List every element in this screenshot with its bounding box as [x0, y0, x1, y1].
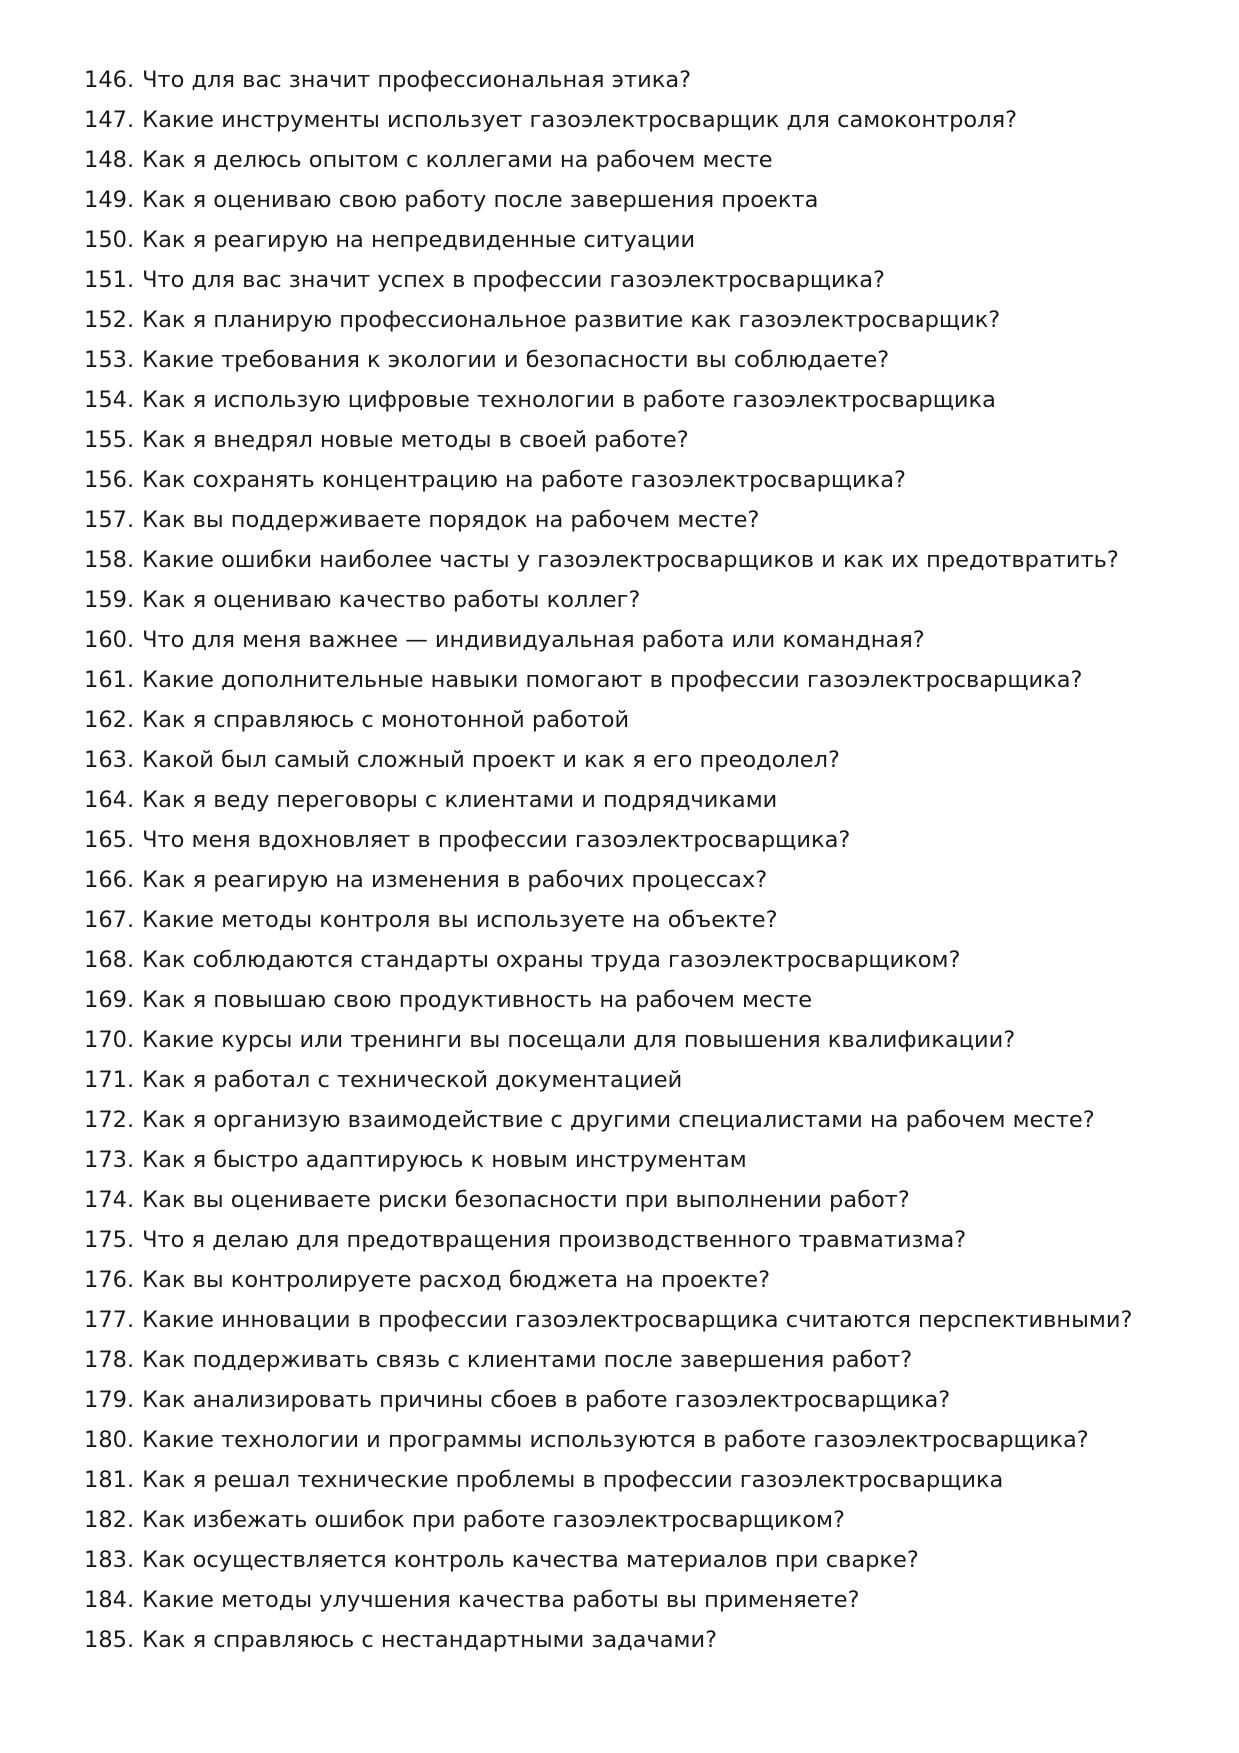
- question-number: 150.: [84, 227, 135, 253]
- question-number: 167.: [84, 907, 135, 933]
- question-number: 156.: [84, 467, 135, 493]
- list-item: [84, 1540, 1204, 1580]
- question-number: 146.: [84, 67, 135, 93]
- list-item: [84, 1180, 1204, 1220]
- question-text: Как я повышаю свою продуктивность на рабочем месте: [142, 987, 813, 1013]
- list-item: [84, 300, 1204, 340]
- list-item: [84, 980, 1204, 1020]
- question-text: Какие методы контроля вы используете на объекте?: [142, 907, 778, 933]
- list-item: [84, 1260, 1204, 1300]
- question-number: 171.: [84, 1067, 135, 1093]
- question-number: 174.: [84, 1187, 135, 1213]
- question-text: Как поддерживать связь с клиентами после завершения работ?: [142, 1347, 913, 1373]
- list-item: [84, 700, 1204, 740]
- list-item: [84, 220, 1204, 260]
- question-text: Как сохранять концентрацию на работе газоэлектросварщика?: [142, 467, 906, 493]
- question-number: 162.: [84, 707, 135, 733]
- list-item: [84, 1140, 1204, 1180]
- list-item: [84, 660, 1204, 700]
- question-number: 157.: [84, 507, 135, 533]
- question-number: 180.: [84, 1427, 135, 1453]
- list-item: [84, 860, 1204, 900]
- list-item: [84, 260, 1204, 300]
- question-number: 178.: [84, 1347, 135, 1373]
- question-text: Какие курсы или тренинги вы посещали для повышения квалификации?: [142, 1027, 1016, 1053]
- list-item: [84, 1020, 1204, 1060]
- question-text: Как я реагирую на изменения в рабочих процессах?: [142, 867, 768, 893]
- list-item: [84, 540, 1204, 580]
- question-text: Как я делюсь опытом с коллегами на рабочем месте: [142, 147, 773, 173]
- question-text: Как я оцениваю качество работы коллег?: [142, 587, 641, 613]
- question-text: Как я внедрял новые методы в своей работе?: [142, 427, 689, 453]
- question-list: [84, 60, 1204, 1660]
- question-text: Как соблюдаются стандарты охраны труда газоэлектросварщиком?: [142, 947, 961, 973]
- question-text: Что для меня важнее — индивидуальная работа или командная?: [142, 627, 925, 653]
- question-number: 182.: [84, 1507, 135, 1533]
- question-text: Какие методы улучшения качества работы вы применяете?: [142, 1587, 860, 1613]
- list-item: [84, 1500, 1204, 1540]
- list-item: [84, 1460, 1204, 1500]
- question-number: 181.: [84, 1467, 135, 1493]
- question-number: 166.: [84, 867, 135, 893]
- question-number: 177.: [84, 1307, 135, 1333]
- question-number: 147.: [84, 107, 135, 133]
- list-item: [84, 820, 1204, 860]
- question-text: Что я делаю для предотвращения производственного травматизма?: [142, 1227, 967, 1253]
- question-number: 168.: [84, 947, 135, 973]
- list-item: [84, 940, 1204, 980]
- question-number: 173.: [84, 1147, 135, 1173]
- question-number: 185.: [84, 1627, 135, 1653]
- question-text: Что для вас значит успех в профессии газоэлектросварщика?: [142, 267, 885, 293]
- list-item: [84, 1620, 1204, 1660]
- question-text: Как анализировать причины сбоев в работе газоэлектросварщика?: [142, 1387, 951, 1413]
- question-text: Как я быстро адаптируюсь к новым инструментам: [142, 1147, 747, 1173]
- question-text: Какие инновации в профессии газоэлектросварщика считаются перспективными?: [142, 1307, 1133, 1333]
- list-item: [84, 620, 1204, 660]
- question-text: Какие дополнительные навыки помогают в профессии газоэлектросварщика?: [142, 667, 1083, 693]
- question-text: Какие ошибки наиболее часты у газоэлектросварщиков и как их предотвратить?: [142, 547, 1119, 573]
- question-text: Как я справляюсь с монотонной работой: [142, 707, 630, 733]
- question-number: 175.: [84, 1227, 135, 1253]
- question-number: 159.: [84, 587, 135, 613]
- question-text: Как избежать ошибок при работе газоэлектросварщиком?: [142, 1507, 845, 1533]
- question-text: Как я планирую профессиональное развитие как газоэлектросварщик?: [142, 307, 1001, 333]
- question-number: 184.: [84, 1587, 135, 1613]
- list-item: [84, 100, 1204, 140]
- list-item: [84, 420, 1204, 460]
- list-item: [84, 140, 1204, 180]
- question-text: Как я организую взаимодействие с другими специалистами на рабочем месте?: [142, 1107, 1095, 1133]
- list-item: [84, 380, 1204, 420]
- question-text: Как я решал технические проблемы в профессии газоэлектросварщика: [142, 1467, 1004, 1493]
- list-item: [84, 580, 1204, 620]
- question-text: Как я реагирую на непредвиденные ситуации: [142, 227, 696, 253]
- question-text: Как я использую цифровые технологии в работе газоэлектросварщика: [142, 387, 996, 413]
- question-number: 160.: [84, 627, 135, 653]
- question-number: 148.: [84, 147, 135, 173]
- question-number: 183.: [84, 1547, 135, 1573]
- list-item: [84, 1380, 1204, 1420]
- question-text: Какие требования к экологии и безопасности вы соблюдаете?: [142, 347, 890, 373]
- question-text: Как вы оцениваете риски безопасности при выполнении работ?: [142, 1187, 910, 1213]
- question-text: Какой был самый сложный проект и как я его преодолел?: [142, 747, 840, 773]
- question-number: 154.: [84, 387, 135, 413]
- question-text: Как я веду переговоры с клиентами и подрядчиками: [142, 787, 778, 813]
- list-item: [84, 740, 1204, 780]
- question-number: 161.: [84, 667, 135, 693]
- question-number: 149.: [84, 187, 135, 213]
- list-item: [84, 1220, 1204, 1260]
- list-item: [84, 500, 1204, 540]
- question-text: Как вы контролируете расход бюджета на проекте?: [142, 1267, 771, 1293]
- list-item: [84, 340, 1204, 380]
- question-number: 164.: [84, 787, 135, 813]
- question-number: 170.: [84, 1027, 135, 1053]
- question-text: Что для вас значит профессиональная этика?: [142, 67, 692, 93]
- question-number: 179.: [84, 1387, 135, 1413]
- list-item: [84, 60, 1204, 100]
- question-text: Какие инструменты использует газоэлектросварщик для самоконтроля?: [142, 107, 1018, 133]
- question-text: Как я оцениваю свою работу после завершения проекта: [142, 187, 819, 213]
- list-item: [84, 1100, 1204, 1140]
- question-text: Как я работал с технической документацией: [142, 1067, 683, 1093]
- question-number: 158.: [84, 547, 135, 573]
- question-number: 151.: [84, 267, 135, 293]
- question-text: Как осуществляется контроль качества материалов при сварке?: [142, 1547, 919, 1573]
- list-item: [84, 460, 1204, 500]
- question-text: Как вы поддерживаете порядок на рабочем месте?: [142, 507, 760, 533]
- question-number: 153.: [84, 347, 135, 373]
- list-item: [84, 1340, 1204, 1380]
- question-text: Какие технологии и программы используются в работе газоэлектросварщика?: [142, 1427, 1089, 1453]
- question-number: 163.: [84, 747, 135, 773]
- list-item: [84, 900, 1204, 940]
- list-item: [84, 1060, 1204, 1100]
- question-text: Что меня вдохновляет в профессии газоэлектросварщика?: [142, 827, 851, 853]
- list-item: [84, 1420, 1204, 1460]
- question-number: 176.: [84, 1267, 135, 1293]
- question-number: 155.: [84, 427, 135, 453]
- question-number: 172.: [84, 1107, 135, 1133]
- list-item: [84, 780, 1204, 820]
- question-number: 152.: [84, 307, 135, 333]
- list-item: [84, 180, 1204, 220]
- list-item: [84, 1300, 1204, 1340]
- question-number: 169.: [84, 987, 135, 1013]
- question-number: 165.: [84, 827, 135, 853]
- question-text: Как я справляюсь с нестандартными задачами?: [142, 1627, 718, 1653]
- list-item: [84, 1580, 1204, 1620]
